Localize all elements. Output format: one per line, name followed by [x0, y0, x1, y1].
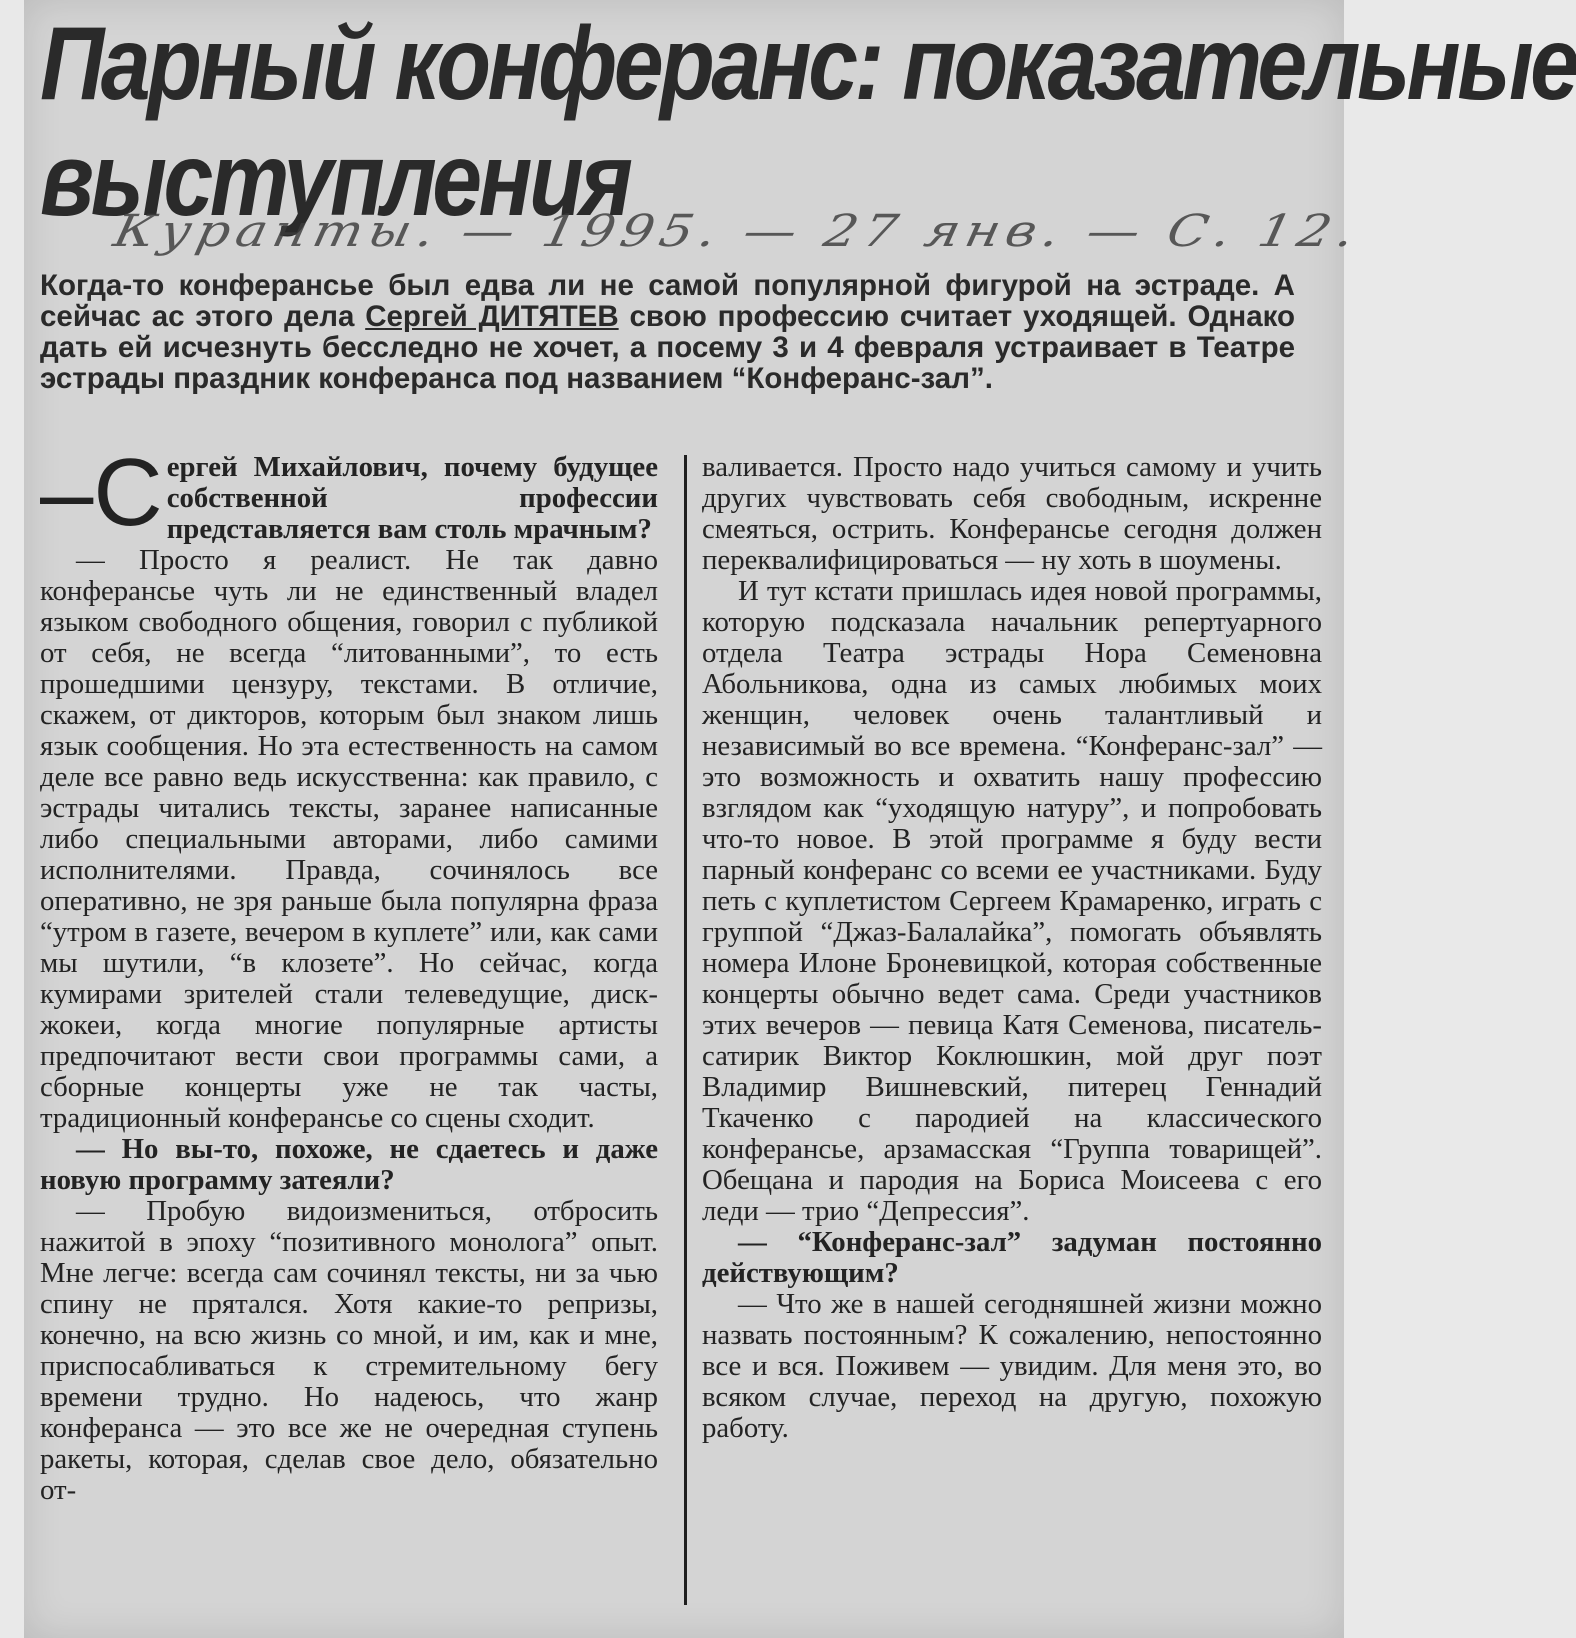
- article-column-right: [702, 452, 1322, 1444]
- answer-2-part-1: — Пробую видоизмениться, отбросить нажитой в эпоху “позитивного монолога” опыт. Мне легче: всегда сам сочинял тексты, ни за чью спину не прятался. Хотя какие-то репризы, конечно, на всю жизнь со мной, и им, как и мне, приспосабливаться к стремительному бегу времени трудно. Но надеюсь, что жанр конферанса — это все же не очередная ступень ракеты, которая, сделав свое дело, обязательно от-: [40, 1195, 658, 1506]
- column-divider: [684, 455, 687, 1605]
- article-column-left: [40, 439, 658, 1506]
- lead-text-after-name: свою профессию считает уходящей. Однако дать ей исчезнуть бесследно не хочет, а посему 3 и 4 февраля устраивает в Театре эстрады праздник конферанса под названием “Конферанс-зал”.: [40, 300, 1295, 395]
- drop-cap-letter: С: [93, 439, 163, 546]
- answer-3: И тут кстати пришлась идея новой программы, которую подсказала начальник репертуарного отдела Театра эстрады Нора Семеновна Абольникова, одна из самых любимых моих женщин, человек очень талантливый и независимый во все времена. “Конферанс-зал” — это возможность и охватить нашу профессию взглядом как “уходящую натуру”, и попробовать что-то новое. В этой программе я буду вести парный конферанс со всеми ее участниками. Буду петь с куплетистом Сергеем Крамаренко, играть с группой “Джаз-Балалайка”, помогать объявлять номера Илоне Броневицкой, которая собственные концерты обычно ведет сама. Среди участников этих вечеров — певица Катя Семенова, писатель-сатирик Виктор Коклюшкин, мой друг поэт Владимир Вишневский, питерец Геннадий Ткаченко с пародией на классического конферансье, арзамасская “Группа товарищей”. Обещана и пародия на Бориса Моисеева с его леди — трио “Депрессия”.: [702, 575, 1322, 1227]
- drop-cap-dash: –: [40, 439, 94, 546]
- handwritten-citation: Куранты. — 1995. — 27 янв. — С. 12.: [109, 206, 1365, 257]
- question-1-text: ергей Михайлович, почему будущее собственной профессии представляется вам столь мрачным?: [166, 451, 658, 545]
- drop-cap: [40, 439, 163, 546]
- answer-1: — Просто я реалист. Не так давно конферансье чуть ли не единственный владел языком свободного общения, говорил с публикой от себя, не всегда “литованными”, то есть прошедшими цензуру, текстами. В отличие, скажем, от дикторов, которым был знаком лишь язык сообщения. Но эта естественность на самом деле все равно ведь искусственна: как правило, с эстрады читались тексты, заранее написанные либо специальными авторами, либо самими исполнителями. Правда, сочинялось все оперативно, не зря раньше была популярна фраза “утром в газете, вечером в куплете” или, как сами мы шутили, “в клозете”. Но сейчас, когда кумирами зрителей стали телеведущие, диск-жокеи, когда многие популярные артисты предпочитают вести свои программы сами, а сборные концерты уже не так часты, традиционный конферансье со сцены сходит.: [40, 544, 658, 1134]
- lead-person-name: Сергей ДИТЯТЕВ: [365, 300, 619, 333]
- article-lead: [40, 270, 1295, 394]
- question-2: — Но вы-то, похоже, не сдаетесь и даже новую программу затеяли?: [40, 1133, 658, 1196]
- question-3: — “Конферанс-зал” задуман постоянно действующим?: [702, 1226, 1322, 1289]
- answer-2-part-2: валивается. Просто надо учиться самому и учить других чувствовать себя свободным, искренне смеяться, острить. Конферансье сегодня должен переквалифицироваться — ну хоть в шоумены.: [702, 451, 1322, 576]
- question-1: [40, 439, 658, 546]
- article-headline: [40, 6, 1576, 238]
- answer-4: — Что же в нашей сегодняшней жизни можно назвать постоянным? К сожалению, непостоянно все и вся. Поживем — увидим. Для меня это, во всяком случае, переход на другую, похожую работу.: [702, 1288, 1322, 1444]
- headline-line-1: Парный конферанс: показательные: [40, 6, 1576, 122]
- headline-line-2: выступления: [40, 122, 630, 238]
- lead-text-before-name: Когда-то конферансье был едва ли не самой популярной фигурой на эстраде. А сейчас ас этого дела: [40, 269, 1295, 333]
